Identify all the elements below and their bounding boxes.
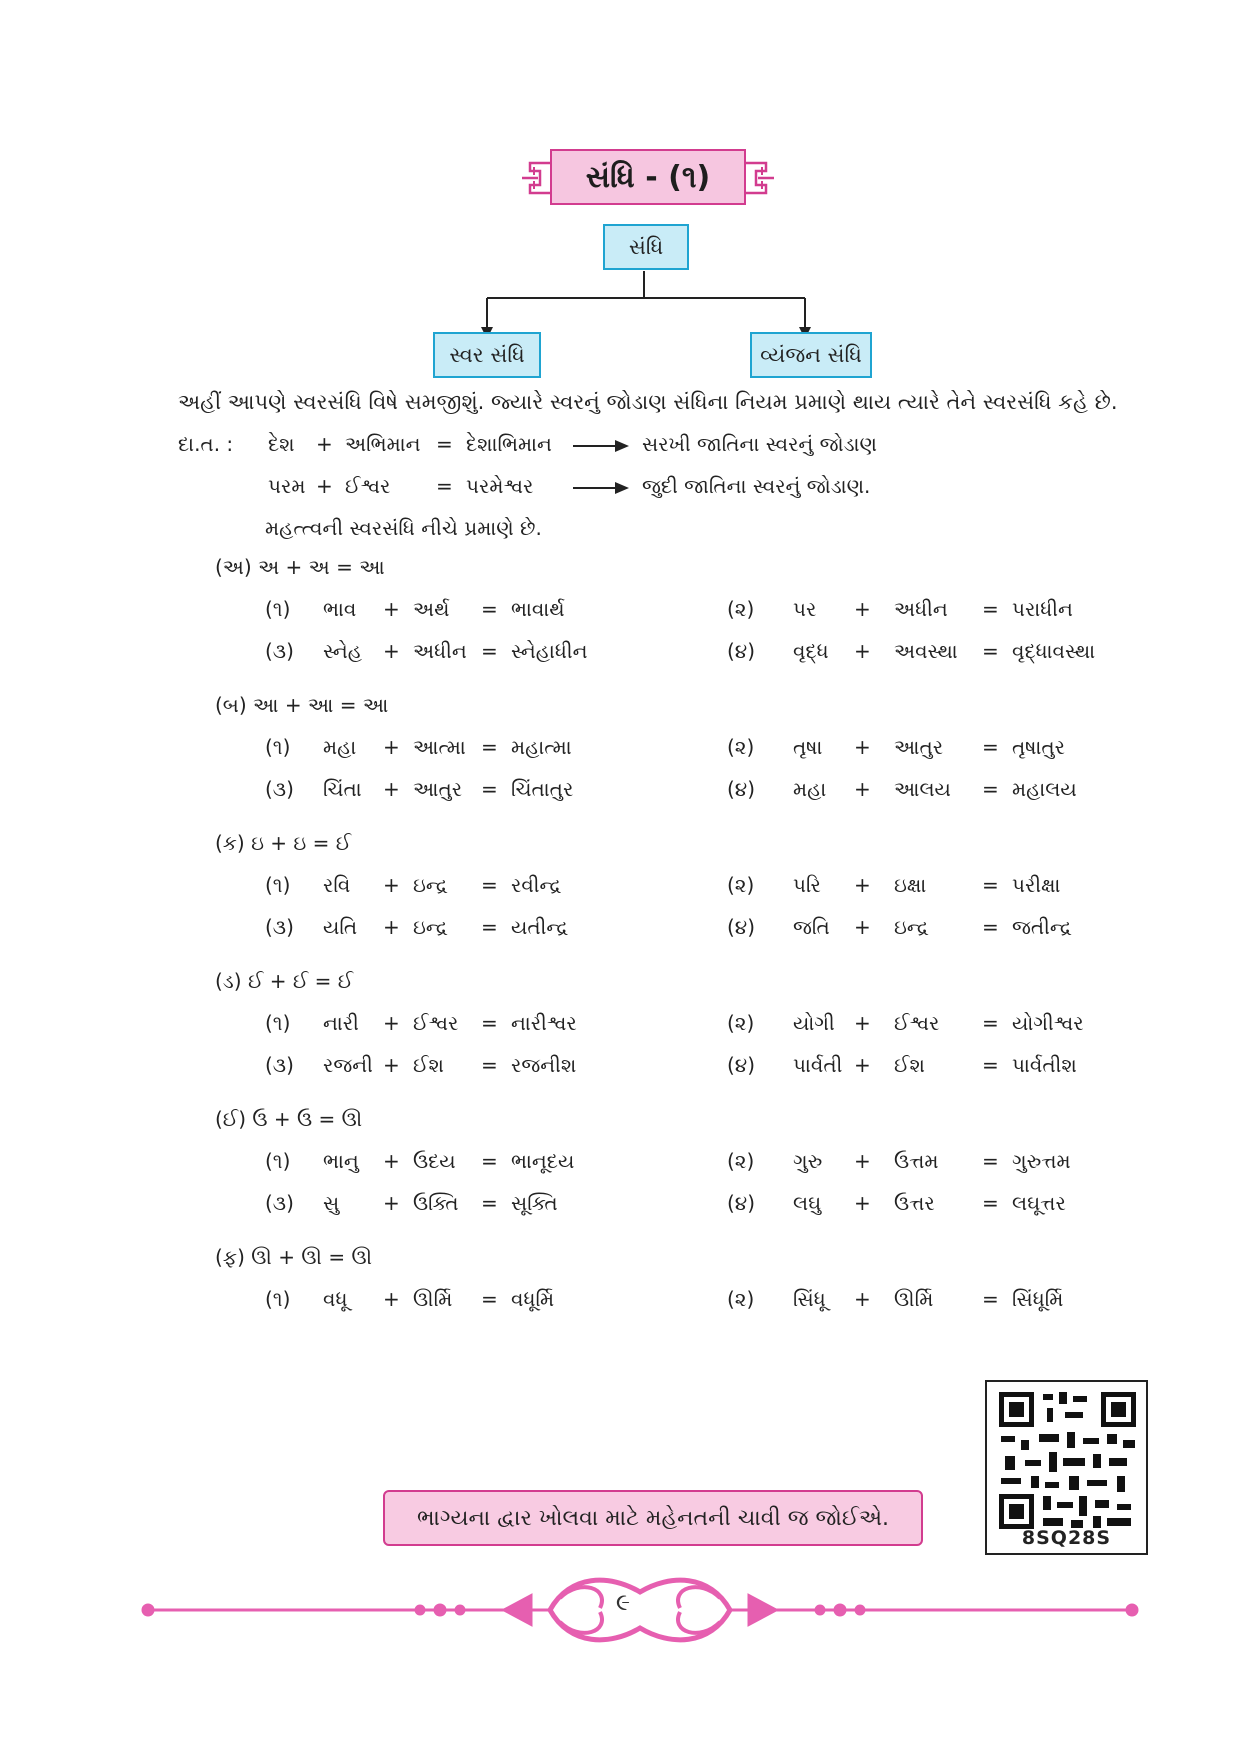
equals-sign: =: [481, 639, 498, 663]
equals-sign: =: [481, 1149, 498, 1173]
example-term-b: અભિમાન: [345, 432, 421, 456]
example-term-b: અવસ્થા: [894, 639, 958, 663]
right-arrow-icon: [573, 480, 629, 496]
equals-sign: =: [481, 915, 498, 939]
equals-sign: =: [436, 474, 453, 498]
example-result: વધૂર્મિ: [511, 1287, 555, 1311]
example-term-b: ઊર્મિ: [894, 1287, 934, 1311]
example-result: વૃદ્ધાવસ્થા: [1012, 639, 1096, 663]
sandhi-example: [0, 1287, 1241, 1317]
sandhi-example: [0, 915, 1241, 945]
sandhi-example: [0, 1053, 1241, 1083]
qr-block[interactable]: [985, 1380, 1148, 1555]
example-term-a: તૃષા: [793, 735, 823, 759]
tree-connector: [470, 265, 850, 340]
example-note: સરખી જાતિના સ્વરનું જોડાણ: [642, 432, 877, 456]
example-term-a: ચિંતા: [323, 777, 362, 801]
plus-sign: +: [383, 1191, 400, 1215]
plus-sign: +: [383, 1287, 400, 1311]
example-number: (૨): [727, 873, 755, 897]
example-result: જતીન્દ્ર: [1012, 915, 1072, 939]
example-number: (૧): [265, 597, 291, 621]
equals-sign: =: [982, 1011, 999, 1035]
example-term-b: ઈશ: [894, 1053, 925, 1077]
sandhi-example: [0, 639, 1241, 669]
example-result: મહાત્મા: [511, 735, 572, 759]
example-term-b: ઈશ્વર: [345, 474, 391, 498]
example-number: (૨): [727, 1149, 755, 1173]
example-number: (૧): [265, 1011, 291, 1035]
equals-sign: =: [982, 735, 999, 759]
section-heading: (ક) ઇ + ઇ = ઈ: [215, 831, 352, 855]
example-term-a: વૃદ્ધ: [793, 639, 829, 663]
equals-sign: =: [982, 777, 999, 801]
example-note: જુદી જાતિના સ્વરનું જોડાણ.: [642, 474, 871, 498]
example-result: યોગીશ્વર: [1012, 1011, 1084, 1035]
tree-root-box: સંધિ: [603, 224, 689, 270]
example-result: દેશાભિમાન: [466, 432, 552, 456]
plus-sign: +: [383, 1053, 400, 1077]
example-term-a: યતિ: [323, 915, 358, 939]
section-heading: (ડ) ઈ + ઈ = ઈ: [215, 969, 354, 993]
plus-sign: +: [854, 915, 871, 939]
section-heading: (અ) અ + અ = આ: [215, 555, 385, 579]
example-result: સૂક્તિ: [511, 1191, 558, 1215]
sandhi-example: [0, 597, 1241, 627]
example-number: (૪): [727, 639, 756, 663]
example-number: (૨): [727, 735, 755, 759]
example-term-b: ઇક્ષા: [894, 873, 927, 897]
equals-sign: =: [982, 1149, 999, 1173]
example-term-a: ગુરુ: [793, 1149, 823, 1173]
example-term-a: યોગી: [793, 1011, 835, 1035]
example-term-b: ઇન્દ્ર: [413, 915, 448, 939]
example-result: ભાવાર્થ: [511, 597, 565, 621]
sandhi-example: [0, 873, 1241, 903]
example-result: પરાધીન: [1012, 597, 1073, 621]
right-arrow-icon: [573, 438, 629, 454]
example-result: ચિંતાતુર: [511, 777, 574, 801]
example-term-a: ભાવ: [323, 597, 357, 621]
qr-code-label: 8SQ28S: [1021, 1527, 1112, 1549]
example-result: મહાલય: [1012, 777, 1077, 801]
example-number: (૪): [727, 777, 756, 801]
plus-sign: +: [854, 1053, 871, 1077]
tree-left-box: સ્વર સંધિ: [433, 332, 541, 378]
section-heading: (ઈ) ઉ + ઉ = ઊ: [215, 1107, 363, 1131]
example-term-b: ઈશ: [413, 1053, 444, 1077]
example-result: ગુરુત્તમ: [1012, 1149, 1071, 1173]
example-term-b: અધીન: [413, 639, 467, 663]
section-heading: (બ) આ + આ = આ: [215, 693, 389, 717]
sandhi-example: [0, 1191, 1241, 1221]
example-term-b: આતુર: [894, 735, 944, 759]
example-result: સિંધૂર્મિ: [1012, 1287, 1064, 1311]
plus-sign: +: [854, 1011, 871, 1035]
plus-sign: +: [383, 1011, 400, 1035]
plus-sign: +: [854, 1149, 871, 1173]
plus-sign: +: [854, 777, 871, 801]
example-term-a: મહા: [793, 777, 827, 801]
example-term-b: ઉદય: [413, 1149, 456, 1173]
example-term-a: જતિ: [793, 915, 830, 939]
example-term-b: ઇન્દ્ર: [894, 915, 929, 939]
plus-sign: +: [316, 432, 333, 456]
example-number: (૩): [265, 915, 294, 939]
example-number: (૧): [265, 1287, 291, 1311]
example-number: (૨): [727, 1011, 755, 1035]
example-result: પરમેશ્વર: [466, 474, 534, 498]
left-ornament-icon: [520, 155, 552, 201]
plus-sign: +: [383, 873, 400, 897]
plus-sign: +: [383, 1149, 400, 1173]
example-result: રજનીશ: [511, 1053, 577, 1077]
example-term-b: આત્મા: [413, 735, 466, 759]
sandhi-example: [0, 1011, 1241, 1041]
plus-sign: +: [383, 777, 400, 801]
example-term-b: ઈશ્વર: [894, 1011, 940, 1035]
equals-sign: =: [982, 915, 999, 939]
example-row: [0, 474, 1241, 504]
equals-sign: =: [481, 873, 498, 897]
example-term-a: લઘુ: [793, 1191, 822, 1215]
example-result: લઘૂત્તર: [1012, 1191, 1066, 1215]
equals-sign: =: [982, 873, 999, 897]
example-term-a: વધૂ: [323, 1287, 348, 1311]
sandhi-example: [0, 735, 1241, 765]
example-number: (૪): [727, 1053, 756, 1077]
example-term-a: ભાનુ: [323, 1149, 359, 1173]
example-number: (૩): [265, 1053, 294, 1077]
example-term-b: ઇન્દ્ર: [413, 873, 448, 897]
example-result: ભાનૂદય: [511, 1149, 575, 1173]
section-heading: (ફ) ઊ + ઊ = ઊ: [215, 1245, 373, 1269]
plus-sign: +: [854, 597, 871, 621]
example-term-b: ઉક્તિ: [413, 1191, 459, 1215]
example-term-a: રવિ: [323, 873, 351, 897]
example-term-a: સિંધૂ: [793, 1287, 826, 1311]
example-term-a: પર: [793, 597, 817, 621]
plus-sign: +: [854, 1191, 871, 1215]
example-term-b: ઈશ્વર: [413, 1011, 459, 1035]
plus-sign: +: [316, 474, 333, 498]
example-number: (૩): [265, 1191, 294, 1215]
example-result: સ્નેહાધીન: [511, 639, 588, 663]
plus-sign: +: [383, 639, 400, 663]
plus-sign: +: [383, 915, 400, 939]
plus-sign: +: [854, 873, 871, 897]
plus-sign: +: [383, 597, 400, 621]
equals-sign: =: [982, 597, 999, 621]
examples-closing: મહત્ત્વની સ્વરસંધિ નીચે પ્રમાણે છે.: [265, 516, 542, 540]
example-number: (૪): [727, 915, 756, 939]
right-ornament-icon: [744, 155, 776, 201]
examples-label: દા.ત. :: [178, 432, 234, 456]
example-result: રવીન્દ્ર: [511, 873, 562, 897]
equals-sign: =: [481, 597, 498, 621]
equals-sign: =: [436, 432, 453, 456]
example-number: (૧): [265, 1149, 291, 1173]
sandhi-example: [0, 1149, 1241, 1179]
example-result: પરીક્ષા: [1012, 873, 1061, 897]
example-result: તૃષાતુર: [1012, 735, 1065, 759]
tree-right-box: વ્યંજન સંધિ: [750, 332, 872, 378]
plus-sign: +: [383, 735, 400, 759]
sandhi-example: [0, 777, 1241, 807]
equals-sign: =: [982, 1287, 999, 1311]
example-term-a: સ્નેહ: [323, 639, 363, 663]
example-term-b: અધીન: [894, 597, 948, 621]
plus-sign: +: [854, 735, 871, 759]
equals-sign: =: [481, 1011, 498, 1035]
page-number: ૯: [615, 1588, 631, 1616]
example-number: (૪): [727, 1191, 756, 1215]
example-term-a: પરિ: [793, 873, 821, 897]
example-term-a: પરમ: [268, 474, 306, 498]
example-term-b: આતુર: [413, 777, 463, 801]
example-term-a: દેશ: [268, 432, 295, 456]
equals-sign: =: [982, 639, 999, 663]
example-term-b: ઊર્મિ: [413, 1287, 453, 1311]
example-term-a: સુ: [323, 1191, 340, 1215]
equals-sign: =: [481, 1053, 498, 1077]
example-term-b: આલય: [894, 777, 951, 801]
example-term-b: ઉત્તર: [894, 1191, 935, 1215]
example-term-b: અર્થ: [413, 597, 450, 621]
example-number: (૩): [265, 639, 294, 663]
example-term-a: પાર્વતી: [793, 1053, 843, 1077]
example-term-b: ઉત્તમ: [894, 1149, 939, 1173]
equals-sign: =: [982, 1191, 999, 1215]
plus-sign: +: [854, 639, 871, 663]
motto-text: ભાગ્યના દ્વાર ખોલવા માટે મહેનતની ચાવી જ જોઈએ.: [416, 1505, 890, 1531]
example-row: [0, 432, 1241, 462]
example-number: (૨): [727, 1287, 755, 1311]
example-number: (૧): [265, 873, 291, 897]
equals-sign: =: [481, 1191, 498, 1215]
page-title: સંધિ - (૧): [550, 149, 746, 205]
plus-sign: +: [854, 1287, 871, 1311]
intro-text: અહીં આપણે સ્વરસંધિ વિષે સમજીશું. જ્યારે સ્વરનું જોડાણ સંધિના નિયમ પ્રમાણે થાય ત્યારે તેને સ્વરસંધિ કહે છે.: [178, 390, 1118, 414]
example-number: (૩): [265, 777, 294, 801]
example-term-a: મહા: [323, 735, 357, 759]
example-number: (૨): [727, 597, 755, 621]
example-term-a: રજની: [323, 1053, 373, 1077]
example-term-a: નારી: [323, 1011, 359, 1035]
example-result: યતીન્દ્ર: [511, 915, 569, 939]
example-number: (૧): [265, 735, 291, 759]
example-result: નારીશ્વર: [511, 1011, 577, 1035]
equals-sign: =: [982, 1053, 999, 1077]
qr-code-icon[interactable]: [999, 1392, 1136, 1529]
equals-sign: =: [481, 735, 498, 759]
example-result: પાર્વતીશ: [1012, 1053, 1077, 1077]
equals-sign: =: [481, 777, 498, 801]
title-banner: [520, 145, 776, 211]
motto-banner: [383, 1490, 923, 1546]
equals-sign: =: [481, 1287, 498, 1311]
